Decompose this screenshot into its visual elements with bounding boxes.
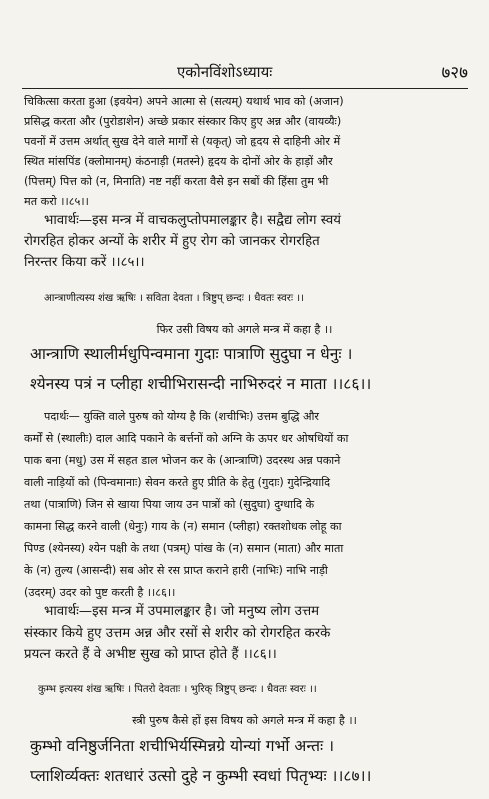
body-text-line: (पित्तम्) पित्त को (न, मिनाति) नष्ट नहीं करता वैसे इन सबों की हिंसा तुम भी [24, 175, 329, 188]
body-text-line: मत करो ।।८५।। [24, 195, 89, 208]
body-text-line: स्थित मांसपिंड (क्लोमानम्) कंठनाड़ी (मतस्ने) हृदय के दोनों ओर के हाड़ों और [24, 155, 333, 168]
padartha-line: (उदरम्) उदर को पुष्ट करती है ।।८६।। [24, 586, 176, 599]
mantra-line: श्येनस्य पत्रं न प्लीहा शचीभिरासन्दी नाभिरुदरं न माता ।।८६।। [30, 375, 372, 393]
rishi-devata-line: कुम्भ इत्यस्य शंख ऋषिः । पितरो देवताः । भुरिक् त्रिष्टुप् छन्दः । धैवतः स्वरः ।। [38, 684, 317, 695]
padartha-line: पिण्ड (श्येनस्य) श्येन पक्षी के तथा (पत्रम्) पांख के (न) समान (माता) और माता [24, 542, 344, 555]
intro-line: फिर उसी विषय को अगले मन्त्र में कहा है ।। [156, 323, 333, 336]
bhavartha-line: निरन्तर किया करें ।।८५।। [24, 255, 145, 270]
padartha-line: पदार्थः— युक्ति वाले पुरुष को योग्य है कि (शचीभिः) उत्तम बुद्धि और [44, 410, 319, 423]
chapter-title: एकोनविंशोऽध्यायः [177, 63, 273, 81]
header-rule [22, 88, 468, 89]
padartha-line: कर्मों से (स्थालीः) दाल आदि पकाने के बर्त्तनों को अग्नि के ऊपर धर ओषधियों का [24, 432, 349, 445]
padartha-line: पाक बना (मधु) उस में सहत डाल भोजन कर के (आन्त्राणि) उदरस्थ अन्न पकाने [24, 454, 341, 467]
intro-line: स्त्री पुरुष कैसे हों इस विषय को अगले मन्त्र में कहा है ।। [132, 714, 357, 727]
bhavartha-line: भावार्थः—इस मन्त्र में वाचकलुप्तोपमालङ्कार है। सद्वैद्य लोग स्वयं [44, 213, 341, 228]
body-text-line: पवनों में उत्तम अर्थात् सुख देने वाले मार्गों से (यकृत्) जो हृदय से दाहिनी ओर में [24, 135, 341, 148]
bhavartha-line: भावार्थः—इस मन्त्र में उपमालङ्कार है। जो मनुष्य लोग उत्तम [44, 604, 320, 619]
padartha-line: तथा (पात्राणि) जिन से खाया पिया जाय उन पात्रों को (सुदुघा) दुग्धादि के [24, 498, 315, 511]
padartha-line: के (न) तुल्य (आसन्दी) सब ओर से रस प्राप्त कराने हारी (नाभिः) नाभि नाड़ी [24, 564, 328, 577]
body-text-line: प्रसिद्ध करता और (पुरोडाशेन) अच्छे प्रकार संस्कार किए हुए अन्न और (वायव्यैः) [24, 115, 342, 128]
mantra-line: आन्त्राणि स्थालीर्मधुपिन्वमाना गुदाः पात्राणि सुदुघा न धेनुः । [30, 345, 353, 363]
rishi-devata-line: आन्त्राणीत्यस्य शंख ऋषिः । सविता देवता । त्रिष्टुप् छन्दः । धैवतः स्वरः ।। [44, 293, 304, 304]
page-header [22, 62, 468, 84]
padartha-line: कामना सिद्ध करने वाली (धेनुः) गाय के (न) समान (प्लीहा) रक्तशोधक लोहू का [24, 520, 342, 533]
bhavartha-line: प्रयत्न करते हैं वे अभीष्ट सुख को प्राप्त होते हैं ।।८६।। [24, 647, 277, 662]
body-text-line: चिकित्सा करता हुआ (इवयेन) अपने आत्मा से (सत्यम्) यथार्थ भाव को (अजान) [24, 95, 344, 108]
bhavartha-line: संस्कार किये हुए उत्तम अन्न और रसों से शरीर को रोगरहित करके [24, 626, 331, 641]
mantra-line: प्लाशिर्व्यक्तः शतधारं उत्सो दुहे न कुम्भी स्वधां पितृभ्यः ।।८७।। [30, 767, 372, 785]
bhavartha-line: रोगरहित होकर अन्यों के शरीर में हुए रोग को जानकर रोगरहित [24, 234, 320, 249]
mantra-line: कुम्भो वनिष्ठुर्जनिता शचीभिर्यस्मिन्नग्रे योन्यां गर्भो अन्तः । [30, 737, 335, 755]
page-number: ७२७ [441, 63, 468, 83]
padartha-line: वाली नाड़ियों को (पिन्वमानाः) सेवन करते हुए प्रीति के हेतु (गुदाः) गुदेन्द्रियादि [24, 476, 331, 489]
